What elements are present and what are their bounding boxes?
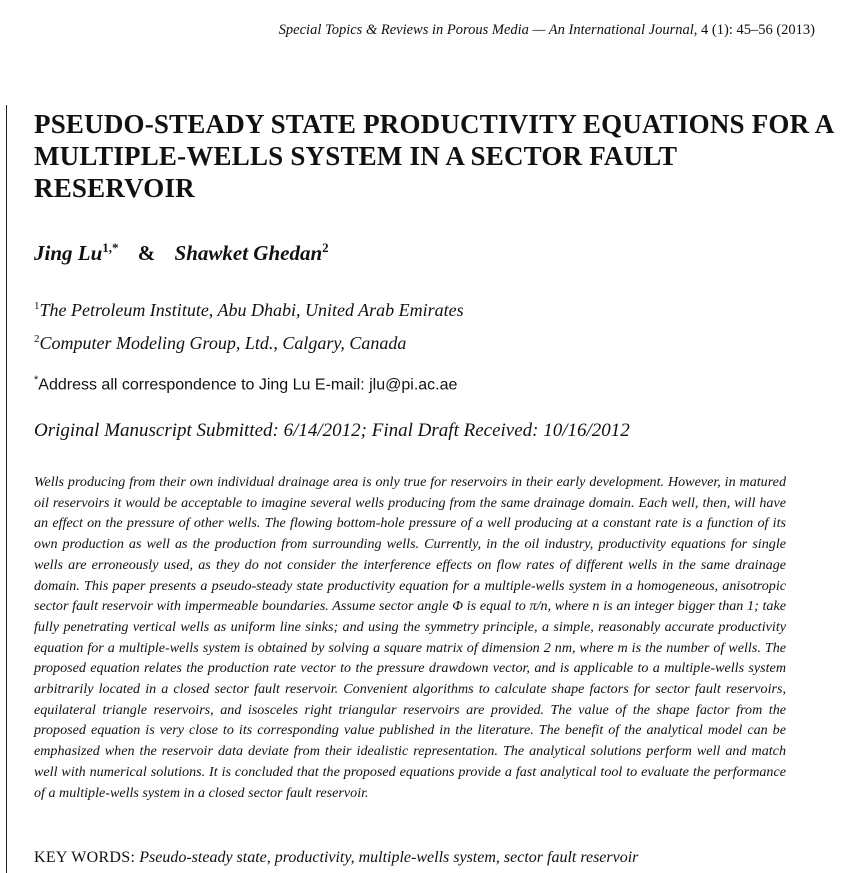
author-1-name: Jing Lu bbox=[34, 241, 103, 265]
left-margin-rule bbox=[6, 105, 7, 873]
keywords-text: Pseudo-steady state, productivity, multiple-wells system, sector fault reservoir bbox=[139, 849, 639, 866]
keywords-label: KEY WORDS: bbox=[34, 849, 136, 866]
affiliation-1 bbox=[34, 300, 464, 321]
correspondence-text: Address all correspondence to Jing Lu E-mail: jlu@pi.ac.ae bbox=[38, 376, 458, 394]
affiliation-2-number: 2 bbox=[34, 333, 40, 345]
author-2-affiliation-mark: 2 bbox=[322, 240, 329, 255]
journal-citation: 4 (1): 45–56 (2013) bbox=[701, 22, 815, 38]
paper-title: PSEUDO-STEADY STATE PRODUCTIVITY EQUATIONS FOR A MULTIPLE-WELLS SYSTEM IN A SECTOR FAULT RESERVOIR bbox=[34, 109, 833, 203]
correspondence-note bbox=[34, 374, 457, 394]
manuscript-dates: Original Manuscript Submitted: 6/14/2012; Final Draft Received: 10/16/2012 bbox=[34, 420, 630, 441]
affiliation-1-number: 1 bbox=[34, 300, 40, 312]
affiliation-2 bbox=[34, 333, 406, 354]
affiliation-2-text: Computer Modeling Group, Ltd., Calgary, Canada bbox=[39, 333, 407, 353]
abstract: Wells producing from their own individual drainage area is only true for reservoirs in their early development. However, in matured oil reservoirs it would be acceptable to imagine several wells producing from the same drainage domain. Each well, then, will have an effect on the pressure of other wells. The flowing bottom-hole pressure of a well producing at a constant rate is a function of its own production as well as the production from surrounding wells. Currently, in the oil industry, productivity equations for single wells are erroneously used, as they do not consider the interference effects on flow rates of different wells in the same drainage domain. This paper presents a pseudo-steady state productivity equation for a multiple-wells system in a homogeneous, anisotropic sector fault reservoir with impermeable boundaries. Assume sector angle Φ is equal to π/n, where n is an integer bigger than 1; take fully penetrating vertical wells as uniform line sinks; and using the symmetry principle, a simple, reasonably accurate productivity equation for a multiple-wells system is obtained by solving a square matrix of dimension 2 nm, where m is the number of wells. The proposed equation relates the production rate vector to the pressure drawdown vector, and is applicable to a multiple-wells system arbitrarily located in a closed sector fault reservoir. Convenient algorithms to calculate shape factors for sector fault reservoirs, equilateral triangle reservoirs, and isosceles right triangular reservoirs are provided. The value of the shape factor from the proposed equation is very close to its corresponding value published in the literature. The benefit of the analytical model can be emphasized when the reservoir data deviate from their idealistic representation. The analytical solutions perform well and match well with numerical solutions. It is concluded that the proposed equations provide a fast analytical tool to evaluate the performance of a multiple-wells system in a closed sector fault reservoir. bbox=[34, 474, 786, 801]
keywords bbox=[34, 849, 638, 867]
journal-name: Special Topics & Reviews in Porous Media — An International Journal, bbox=[278, 22, 698, 38]
journal-header bbox=[279, 22, 815, 39]
author-2-name: Shawket Ghedan bbox=[174, 241, 323, 265]
author-separator: & bbox=[137, 241, 156, 265]
author-1-affiliation-mark: 1,* bbox=[102, 240, 119, 255]
affiliation-1-text: The Petroleum Institute, Abu Dhabi, United Arab Emirates bbox=[39, 300, 464, 320]
author-list bbox=[34, 240, 329, 266]
correspondence-mark: * bbox=[34, 374, 39, 386]
